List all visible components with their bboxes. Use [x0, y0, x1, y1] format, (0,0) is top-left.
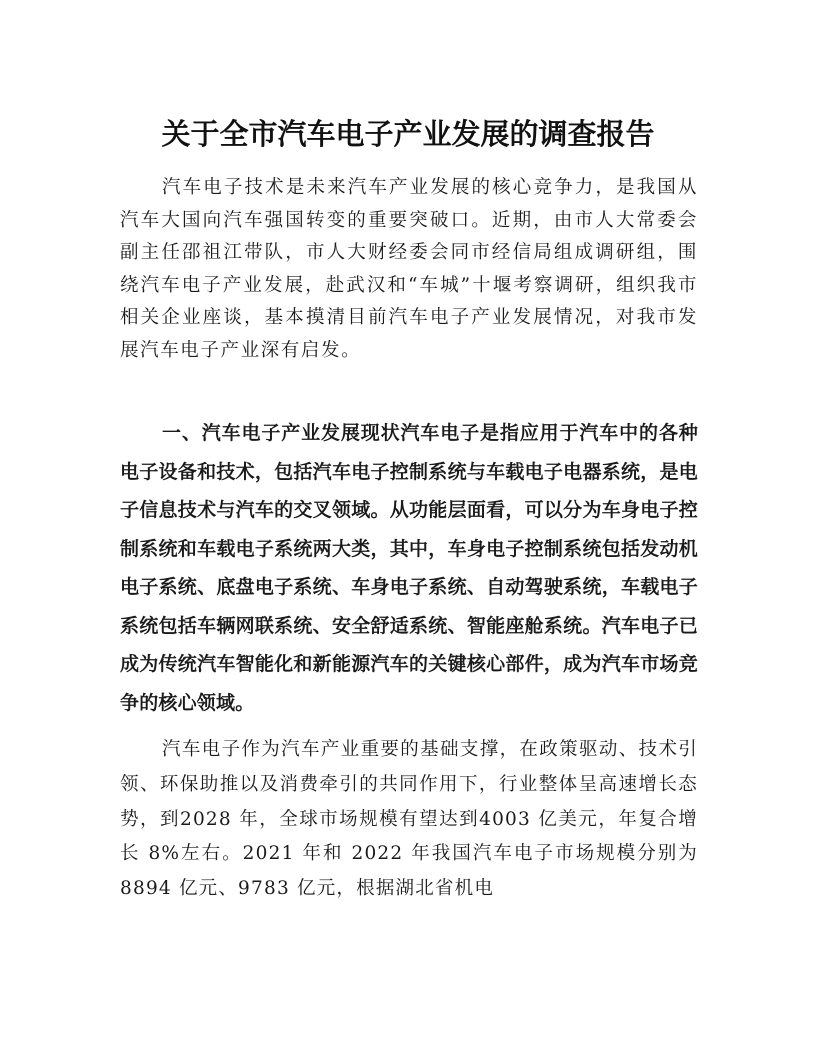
document-title: 关于全市汽车电子产业发展的调查报告 — [161, 117, 655, 151]
paragraph-section-one: 一、汽车电子产业发展现状汽车电子是指应用于汽车中的各种电子设备和技术，包括汽车电子控制系统与车载电子电器系统，是电子信息技术与汽车的交叉领域。从功能层面看，可以分为车身电子控制系统和车载电子系统两大类，其中，车身电子控制系统包括发动机电子系统、底盘电子系统、车身电子系统、自动驾驶系统，车载电子系统包括车辆网联系统、安全舒适系统、智能座舱系统。汽车电子已成为传统汽车智能化和新能源汽车的关键核心部件，成为汽车市场竞争的核心领域。 — [120, 422, 698, 714]
paragraph-market-size: 汽车电子作为汽车产业重要的基础支撑，在政策驱动、技术引领、环保助推以及消费牵引的共同作用下，行业整体呈高速增长态势，到2028 年，全球市场规模有望达到4003 亿美元，年复合增长 8%左右。2021 年和 2022 年我国汽车电子市场规模分别为 8894 亿元、9783 亿元，根据湖北省机电 — [120, 739, 698, 900]
paragraph-intro: 汽车电子技术是未来汽车产业发展的核心竞争力，是我国从汽车大国向汽车强国转变的重要突破口。近期，由市人大常委会副主任邵祖江带队，市人大财经委会同市经信局组成调研组，围绕汽车电子产业发展，赴武汉和“车城”十堰考察调研，组织我市相关企业座谈，基本摸清目前汽车电子产业发展情况，对我市发展汽车电子产业深有启发。 — [120, 177, 698, 361]
